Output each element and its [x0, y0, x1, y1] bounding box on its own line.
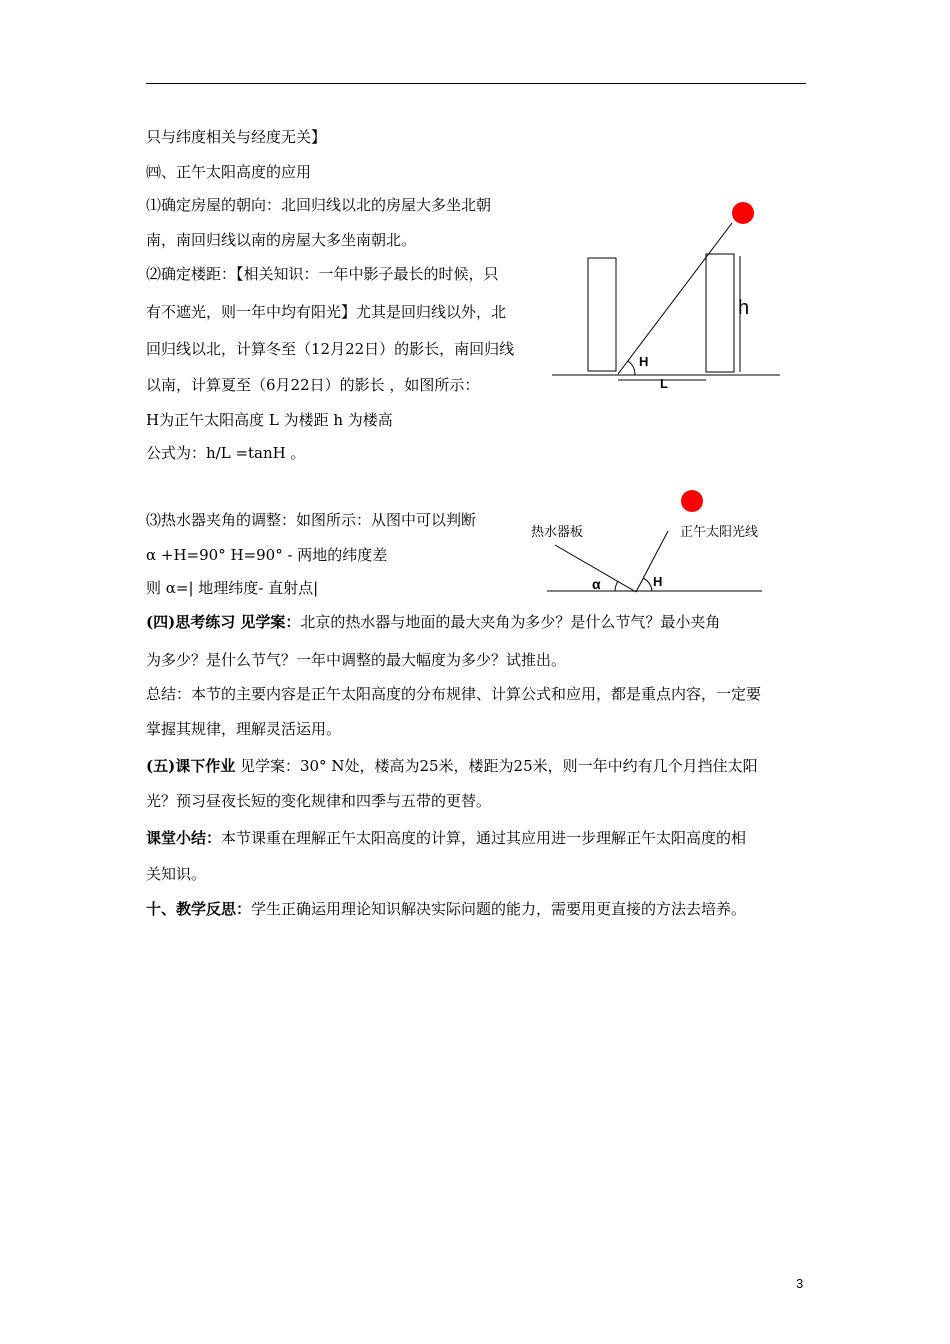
text-line: 关知识。: [146, 865, 207, 883]
sun-ray: [618, 223, 732, 374]
section-heading: 十、教学反思：: [146, 900, 252, 918]
angle-label: H: [639, 354, 649, 369]
text-line: 南，南回归线以南的房屋大多坐南朝北。: [146, 231, 417, 249]
distance-label: L: [660, 376, 668, 391]
height-label: h: [738, 297, 750, 319]
sun-icon: [732, 202, 754, 224]
text-line: 掌握其规律，理解灵活运用。: [146, 720, 342, 738]
text-line: [146, 756, 758, 776]
text-line: 有不遮光，则一年中均有阳光】尤其是回归线以外，北: [146, 303, 507, 321]
text-span: 本节课重在理解正午太阳高度的计算，通过其应用进一步理解正午太阳高度的相: [221, 829, 747, 847]
building-spacing-diagram: [540, 190, 790, 400]
text-line: ⑵确定楼距：【相关知识：一年中影子最长的时候，只: [146, 265, 499, 283]
section-heading: 课堂小结：: [146, 829, 222, 847]
header-rule: [146, 83, 806, 84]
page-number: 3: [796, 1276, 804, 1291]
section-heading: (五)课下作业: [146, 757, 236, 775]
panel-label: 热水器板: [531, 524, 584, 539]
text-span: 学生正确运用理论知识解决实际问题的能力，需要用更直接的方法去培养。: [251, 900, 747, 918]
water-heater-diagram: [525, 485, 770, 600]
text-line: 只与纬度相关与经度无关】: [146, 128, 327, 146]
angle-arc: [628, 361, 635, 375]
text-line: [146, 899, 746, 919]
angle-arc: [643, 578, 652, 591]
text-line: 回归线以北，计算冬至（12月22日）的影长，南回归线: [146, 340, 515, 358]
text-line: [146, 828, 746, 848]
text-line: [146, 612, 720, 632]
building-left: [588, 258, 616, 371]
sun-ray: [636, 531, 668, 592]
text-line: α +H=90° H=90° - 两地的纬度差: [146, 546, 388, 564]
text-line: 则 α=| 地理纬度- 直射点|: [146, 579, 319, 597]
text-span: 北京的热水器与地面的最大夹角为多少？是什么节气？最小夹角: [300, 613, 721, 631]
text-line: H为正午太阳高度 L 为楼距 h 为楼高: [146, 411, 393, 429]
text-line: 光？预习昼夜长短的变化规律和四季与五带的更替。: [146, 792, 492, 810]
angle-label: H: [653, 574, 663, 589]
alpha-arc: [615, 581, 618, 591]
text-line: ⑴确定房屋的朝向：北回归线以北的房屋大多坐北朝: [146, 196, 492, 214]
section-heading: ㈣、正午太阳高度的应用: [146, 163, 312, 181]
text-line: 为多少？是什么节气？一年中调整的最大幅度为多少？试推出。: [146, 651, 567, 669]
text-line: ⑶热水器夹角的调整：如图所示：从图中可以判断: [146, 511, 477, 529]
alpha-label: α: [592, 576, 601, 592]
text-line: 总结：本节的主要内容是正午太阳高度的分布规律、计算公式和应用，都是重点内容，一定要: [146, 685, 762, 703]
sunray-label: 正午太阳光线: [680, 524, 759, 539]
building-right: [706, 254, 734, 372]
text-span: 见学案：30° N处，楼高为25米，楼距为25米，则一年中约有几个月挡住太阳: [235, 757, 758, 775]
formula-line: 公式为：h/L =tanH 。: [146, 444, 306, 462]
sun-icon: [681, 490, 703, 512]
text-line: 以南，计算夏至（6月22日）的影长 ，如图所示：: [146, 376, 480, 394]
section-heading: (四)思考练习 见学案：: [146, 613, 301, 631]
